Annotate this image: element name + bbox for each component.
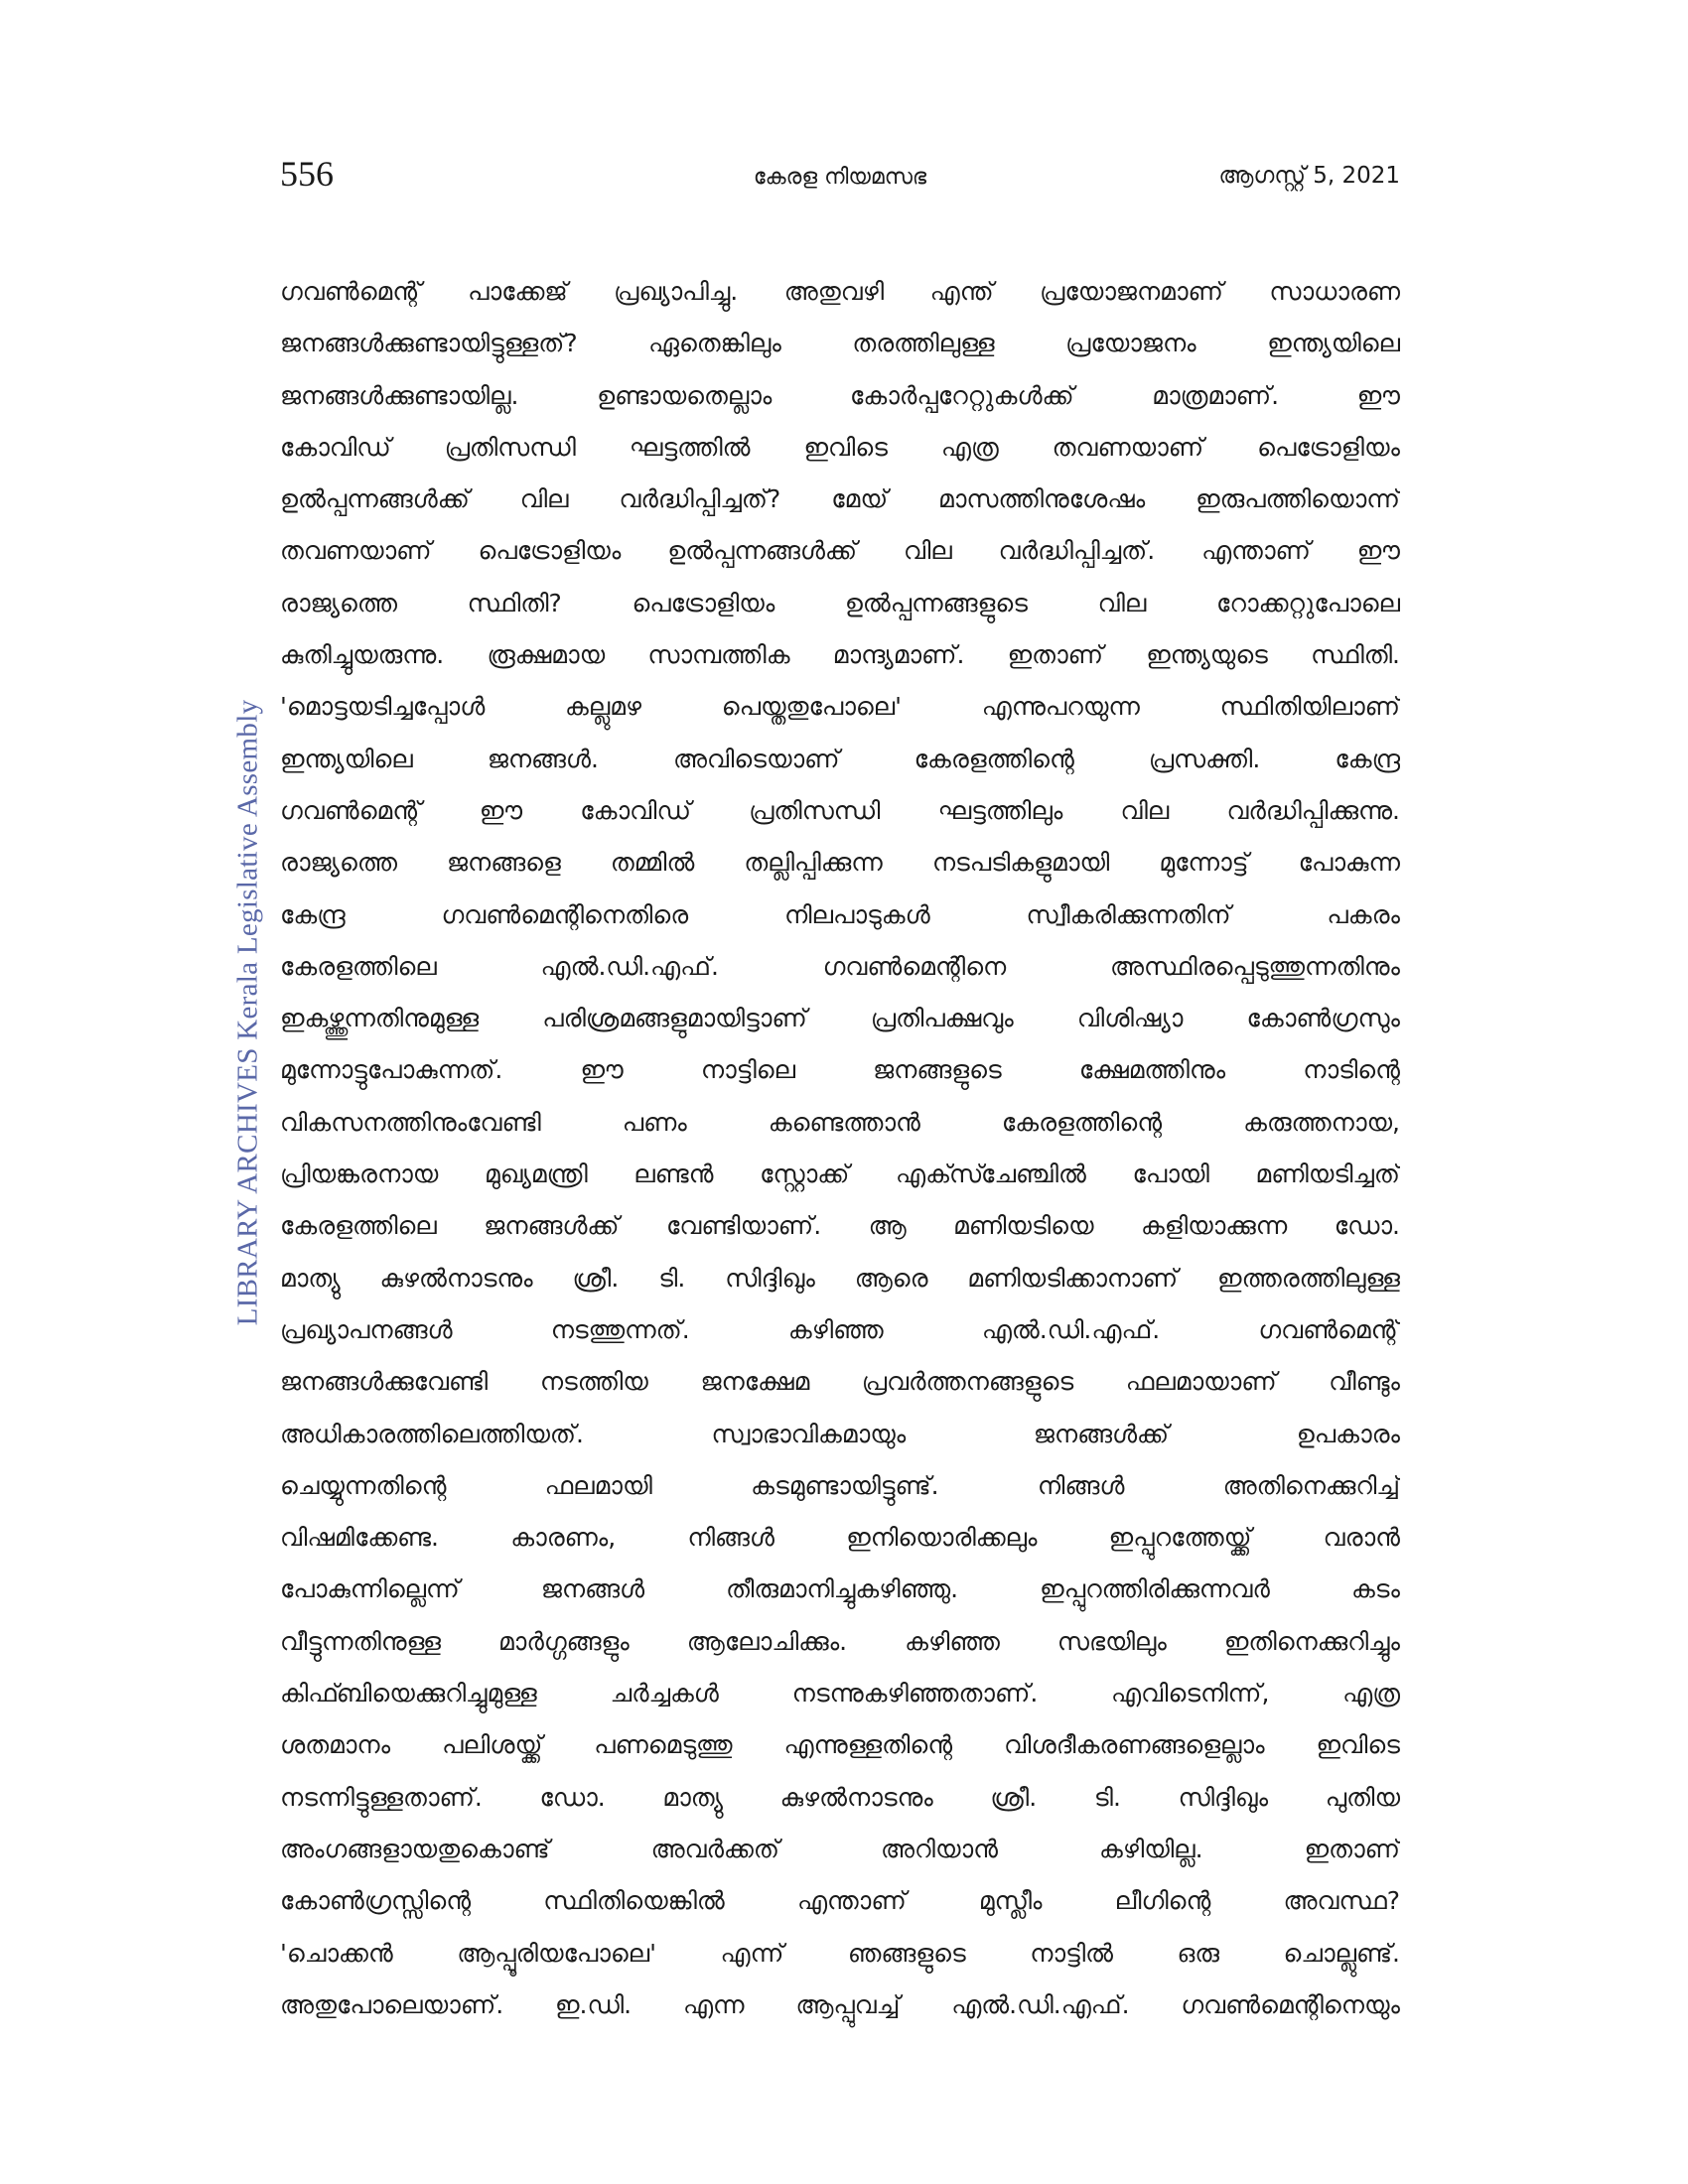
text-line: അംഗങ്ങളായതുകൊണ്ട് അവർക്കത് അറിയാൻ കഴിയില്ല. ഇതാണ് xyxy=(280,1834,1400,1863)
text-line: രാജ്യത്തെ സ്ഥിതി? പെട്രോളിയം ഉൽപ്പന്നങ്ങളുടെ വില റോക്കറ്റുപോലെ xyxy=(280,588,1400,617)
text-line: ഇകഴ്ത്തുന്നതിനുമുള്ള പരിശ്രമങ്ങളുമായിട്ടാണ് പ്രതിപക്ഷവും വിശിഷ്യാ കോൺഗ്രസും xyxy=(280,1004,1400,1033)
text-line: ജനങ്ങൾക്കുണ്ടായിട്ടുള്ളത്? ഏതെങ്കിലും തരത്തിലുള്ള പ്രയോജനം ഇന്ത്യയിലെ xyxy=(280,329,1400,358)
text-line: നടന്നിട്ടുള്ളതാണ്. ഡോ. മാത്യു കുഴൽനാടനും ശ്രീ. ടി. സിദ്ദിഖും പുതിയ xyxy=(280,1782,1400,1812)
text-line: കോൺഗ്രസ്സിന്റെ സ്ഥിതിയെങ്കിൽ എന്താണ് മുസ്ലീം ലീഗിന്റെ അവസ്ഥ? xyxy=(280,1886,1400,1916)
text-line: വീട്ടുന്നതിനുള്ള മാർഗ്ഗങ്ങളും ആലോചിക്കും. കഴിഞ്ഞ സഭയിലും ഇതിനെക്കുറിച്ചും xyxy=(280,1626,1400,1656)
text-line: വിഷമിക്കേണ്ട. കാരണം, നിങ്ങൾ ഇനിയൊരിക്കലും ഇപ്പുറത്തേയ്ക്ക് വരാൻ xyxy=(280,1523,1400,1553)
text-line: ജനങ്ങൾക്കുവേണ്ടി നടത്തിയ ജനക്ഷേമ പ്രവർത്തനങ്ങളുടെ ഫലമായാണ് വീണ്ടും xyxy=(280,1367,1400,1397)
text-line: 'മൊട്ടയടിച്ചപ്പോൾ കല്ലുമഴ പെയ്തതുപോലെ' എന്നുപറയുന്ന സ്ഥിതിയിലാണ് xyxy=(280,692,1400,722)
text-line: വികസനത്തിനുംവേണ്ടി പണം കണ്ടെത്താൻ കേരളത്തിന്റെ കരുത്തനായ, xyxy=(280,1107,1400,1137)
text-line: കേന്ദ്ര ഗവൺമെന്റിനെതിരെ നിലപാടുകൾ സ്വീകരിക്കുന്നതിന് പകരം xyxy=(280,899,1400,929)
archive-watermark: LIBRARY ARCHIVES Kerala Legislative Assembly xyxy=(231,699,264,1326)
text-line: രാജ്യത്തെ ജനങ്ങളെ തമ്മിൽ തല്ലിപ്പിക്കുന്ന നടപടികളുമായി മുന്നോട്ട് പോകുന്ന xyxy=(280,848,1400,878)
text-line: ശതമാനം പലിശയ്ക്ക് പണമെടുത്തു എന്നുള്ളതിന്റെ വിശദീകരണങ്ങളെല്ലാം ഇവിടെ xyxy=(280,1730,1400,1760)
text-line: ഗവൺമെന്റ് പാക്കേജ് പ്രഖ്യാപിച്ചു. അതുവഴി എന്ത് പ്രയോജനമാണ് സാധാരണ xyxy=(280,277,1400,306)
text-line: കിഫ്ബിയെക്കുറിച്ചുമുള്ള ചർച്ചകൾ നടന്നുകഴിഞ്ഞതാണ്. എവിടെനിന്ന്, എത്ര xyxy=(280,1679,1400,1708)
text-line: അധികാരത്തിലെത്തിയത്. സ്വാഭാവികമായും ജനങ്ങൾക്ക് ഉപകാരം xyxy=(280,1419,1400,1448)
text-line: കേരളത്തിലെ ജനങ്ങൾക്ക് വേണ്ടിയാണ്. ആ മണിയടിയെ കളിയാക്കുന്ന ഡോ. xyxy=(280,1211,1400,1241)
text-line: കോവിഡ് പ്രതിസന്ധി ഘട്ടത്തിൽ ഇവിടെ എത്ര തവണയാണ് പെട്രോളിയം xyxy=(280,432,1400,462)
page-date: ആഗസ്റ്റ് 5, 2021 xyxy=(1218,163,1400,189)
text-line: പ്രഖ്യാപനങ്ങൾ നടത്തുന്നത്. കഴിഞ്ഞ എൽ.ഡി.എഫ്. ഗവൺമെന്റ് xyxy=(280,1314,1400,1344)
text-line: ചെയ്യുന്നതിന്റെ ഫലമായി കടമുണ്ടായിട്ടുണ്ട്. നിങ്ങൾ അതിനെക്കുറിച്ച് xyxy=(280,1470,1400,1500)
text-line: 'ചൊക്കൻ ആപ്പൂരിയപോലെ' എന്ന് ഞങ്ങളുടെ നാട്ടിൽ ഒരു ചൊല്ലുണ്ട്. xyxy=(280,1938,1400,1968)
body-text xyxy=(280,266,1400,2031)
page-header xyxy=(280,149,1400,199)
text-line: മാത്യു കുഴൽനാടനും ശ്രീ. ടി. സിദ്ദിഖും ആരെ മണിയടിക്കാനാണ് ഇത്തരത്തിലുള്ള xyxy=(280,1263,1400,1293)
text-line: ഉൽപ്പന്നങ്ങൾക്ക് വില വർദ്ധിപ്പിച്ചത്? മേയ് മാസത്തിനുശേഷം ഇരുപത്തിയൊന്ന് xyxy=(280,484,1400,514)
text-line: ഗവൺമെന്റ് ഈ കോവിഡ് പ്രതിസന്ധി ഘട്ടത്തിലും വില വർദ്ധിപ്പിക്കുന്നു. xyxy=(280,795,1400,825)
text-line: പ്രിയങ്കരനായ മുഖ്യമന്ത്രി ലണ്ടൻ സ്റ്റോക്ക് എക്സ്ചേഞ്ചിൽ പോയി മണിയടിച്ചത് xyxy=(280,1160,1400,1189)
text-line: കേരളത്തിലെ എൽ.ഡി.എഫ്. ഗവൺമെന്റിനെ അസ്ഥിരപ്പെടുത്തുന്നതിനും xyxy=(280,951,1400,981)
page-title: കേരള നിയമസഭ xyxy=(753,165,927,190)
text-line: ഇന്ത്യയിലെ ജനങ്ങൾ. അവിടെയാണ് കേരളത്തിന്റെ പ്രസക്തി. കേന്ദ്ര xyxy=(280,744,1400,773)
text-line: അതുപോലെയാണ്. ഇ.ഡി. എന്ന ആപ്പുവച്ച് എൽ.ഡി.എഫ്. ഗവൺമെന്റിനെയും xyxy=(280,1989,1400,2019)
text-line: ജനങ്ങൾക്കുണ്ടായില്ല. ഉണ്ടായതെല്ലാം കോർപ്പറേറ്റുകൾക്ക് മാത്രമാണ്. ഈ xyxy=(280,380,1400,410)
page-number: 556 xyxy=(280,154,334,194)
text-line: പോകുന്നില്ലെന്ന് ജനങ്ങൾ തീരുമാനിച്ചുകഴിഞ്ഞു. ഇപ്പുറത്തിരിക്കുന്നവർ കടം xyxy=(280,1574,1400,1604)
text-line: മുന്നോട്ടുപോകുന്നത്. ഈ നാട്ടിലെ ജനങ്ങളുടെ ക്ഷേമത്തിനും നാടിന്റെ xyxy=(280,1055,1400,1085)
text-line: തവണയാണ് പെട്രോളിയം ഉൽപ്പന്നങ്ങൾക്ക് വില വർദ്ധിപ്പിച്ചത്. എന്താണ് ഈ xyxy=(280,536,1400,566)
text-line: കുതിച്ചുയരുന്നു. രൂക്ഷമായ സാമ്പത്തിക മാന്ദ്യമാണ്. ഇതാണ് ഇന്ത്യയുടെ സ്ഥിതി. xyxy=(280,640,1400,670)
